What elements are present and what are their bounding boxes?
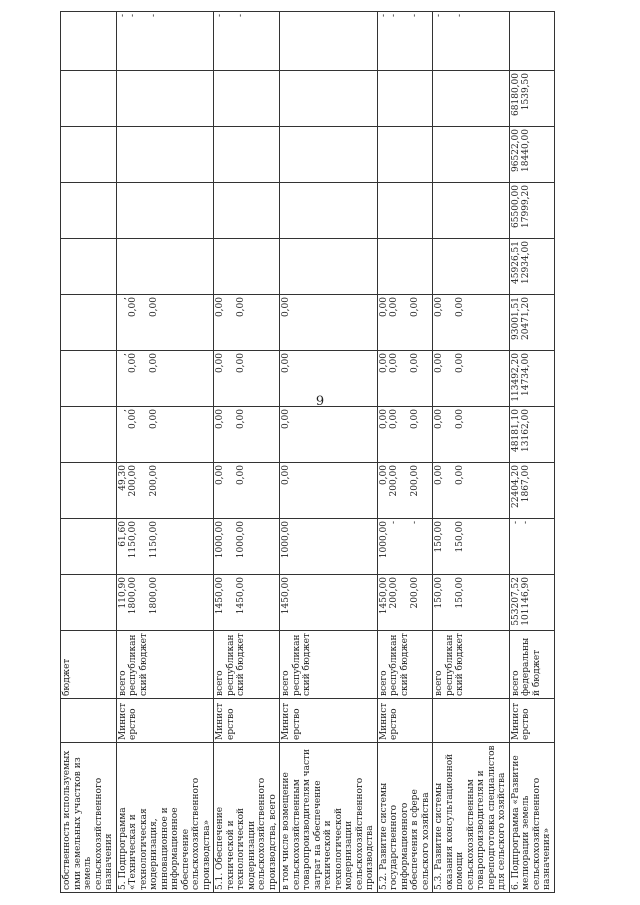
value-line: 0,00 (389, 297, 399, 318)
value-line: 200,00 (410, 577, 420, 609)
value-cell (116, 351, 214, 407)
value-line: 0,00 (128, 297, 138, 318)
value-line (128, 185, 139, 236)
value-cell (509, 519, 554, 575)
value-line: 0,00 (236, 465, 246, 486)
value-cell (214, 71, 280, 127)
value-cell (280, 183, 378, 239)
value-cell (61, 351, 117, 407)
value-cell (214, 463, 280, 519)
executor-cell: Министерство (377, 699, 433, 743)
source-label: всего (378, 670, 389, 696)
value-cell (509, 351, 554, 407)
value-line: 150,00 (434, 577, 444, 609)
value-line (149, 129, 160, 180)
program-cell: в том числе возмещение сельскохозяйственным товаропроизводителям части затрат на обеспечение технической и технологической модернизации сельскохозяйственного производства (280, 743, 378, 893)
value-line: 17999,20 (521, 185, 531, 228)
value-line (281, 14, 292, 68)
value-line (215, 241, 226, 292)
value-line (139, 409, 150, 460)
value-cell (433, 127, 510, 183)
value-cell (61, 183, 117, 239)
value-line: 0,00 (378, 409, 389, 430)
source-label: республиканский бюджет (444, 633, 465, 696)
source-label: бюджет (62, 658, 72, 696)
source-cell (377, 631, 433, 699)
value-line: 65500,00 (510, 185, 521, 228)
value-line: 0,00 (236, 297, 246, 318)
source-cell (280, 631, 378, 699)
value-line: 49,30 (117, 465, 128, 491)
value-line (226, 465, 237, 516)
executor-cell: Министерство (116, 699, 214, 743)
source-label: всего (510, 670, 521, 696)
value-line (118, 185, 129, 236)
value-line (281, 185, 292, 236)
value-cell (509, 575, 554, 631)
value-line: 20471,20 (521, 297, 531, 340)
value-cell (377, 295, 433, 351)
table-row (214, 12, 280, 893)
value-cell (280, 351, 378, 407)
value-line (62, 409, 73, 460)
value-line: 14734,00 (521, 353, 531, 396)
value-cell (116, 519, 214, 575)
value-line (434, 129, 445, 180)
value-line: 101146,90 (521, 577, 531, 626)
value-cell (116, 12, 214, 71)
value-cell (509, 407, 554, 463)
value-line: 0,00 (128, 409, 138, 430)
value-line (379, 73, 390, 124)
value-cell (61, 127, 117, 183)
value-line: 113492,20 (510, 353, 521, 402)
value-line (400, 521, 411, 572)
value-cell (377, 575, 433, 631)
value-line (281, 129, 292, 180)
value-line: 68180,00 (510, 73, 521, 116)
value-line (139, 465, 150, 516)
value-line (445, 14, 456, 68)
executor-cell (433, 699, 510, 743)
value-cell (433, 407, 510, 463)
value-line: - (128, 14, 138, 18)
value-line: 0,00 (281, 353, 291, 374)
value-line: 1000,00 (215, 521, 225, 559)
value-line: 0,00 (128, 353, 138, 374)
table-row (116, 12, 214, 893)
table-row (433, 12, 510, 893)
value-line (215, 129, 226, 180)
source-label: всего (215, 670, 225, 696)
value-cell (280, 239, 378, 295)
value-line: 150,00 (434, 521, 444, 553)
value-line: - (149, 14, 159, 18)
executor-cell: Министерство (280, 699, 378, 743)
source-label: всего (281, 670, 291, 696)
value-cell (214, 183, 280, 239)
source-cell (214, 631, 280, 699)
value-line: 96522,00 (510, 129, 521, 172)
value-line (226, 14, 237, 68)
program-cell: 5.2. Развитие системы государственного информационного обеспечения в сфере сельского хозяйства (377, 743, 433, 893)
value-cell (61, 519, 117, 575)
value-line: 1450,00 (378, 577, 389, 615)
value-line: - (410, 14, 420, 18)
value-line: 200,00 (128, 465, 138, 497)
value-cell (61, 295, 117, 351)
value-cell (509, 463, 554, 519)
value-line: 0,00 (215, 353, 225, 374)
value-line (434, 73, 445, 124)
value-line: 0,00 (281, 409, 291, 430)
value-cell (509, 127, 554, 183)
value-line: 0,00 (389, 353, 399, 374)
value-line: 1150,00 (149, 521, 159, 559)
program-cell: 6. Подпрограмма «Развитие мелиорации земель сельскохозяйственного назначения» (509, 743, 554, 893)
value-line: 0,00 (410, 409, 420, 430)
value-line: 0,00 (434, 409, 444, 430)
value-cell (280, 127, 378, 183)
value-line (434, 185, 445, 236)
value-line: 0,00 (215, 465, 225, 486)
value-cell (377, 127, 433, 183)
value-line: 45926,51 (510, 241, 521, 284)
value-line: - (510, 521, 521, 525)
value-line (139, 297, 150, 348)
value-cell (116, 295, 214, 351)
value-line (400, 14, 411, 68)
value-line: 1000,00 (378, 521, 389, 559)
budget-table (60, 11, 555, 893)
value-line: - (378, 14, 389, 18)
value-cell (377, 183, 433, 239)
value-cell (116, 127, 214, 183)
value-line: 0,00 (215, 297, 225, 318)
value-line (149, 73, 160, 124)
source-cell (116, 631, 214, 699)
value-line (226, 409, 237, 460)
value-line: 553207,52 (510, 577, 521, 626)
executor-cell: Министерство (509, 699, 554, 743)
value-line (215, 73, 226, 124)
program-cell: 5. Подпрограмма «Техническая и технологическая модернизация, инновационное и информационное обеспечение сельскохозяйственного производства» (116, 743, 214, 893)
value-line (139, 241, 150, 292)
value-line (215, 185, 226, 236)
value-cell (433, 12, 510, 71)
value-line: 0,00 (149, 297, 159, 318)
value-line: 0,00 (410, 297, 420, 318)
table-row (280, 12, 378, 893)
value-line: - (236, 14, 246, 18)
value-line: 1000,00 (236, 521, 246, 559)
value-line (139, 14, 150, 68)
value-cell (433, 575, 510, 631)
value-line (149, 185, 160, 236)
value-line (281, 73, 292, 124)
value-line (62, 353, 73, 404)
value-line: 1539,50 (521, 73, 531, 111)
value-line: - (389, 14, 399, 18)
value-line: 1450,00 (281, 577, 291, 615)
source-cell (433, 631, 510, 699)
value-cell (433, 519, 510, 575)
value-cell (116, 407, 214, 463)
value-cell (280, 295, 378, 351)
value-line (128, 73, 139, 124)
value-line (139, 185, 150, 236)
value-line (226, 521, 237, 572)
value-cell (116, 71, 214, 127)
value-cell (214, 239, 280, 295)
value-line: 1867,00 (521, 465, 531, 503)
value-line: - (521, 521, 531, 525)
value-line (400, 297, 411, 348)
table-row (61, 12, 117, 893)
value-cell (214, 127, 280, 183)
value-line (226, 353, 237, 404)
value-cell (61, 71, 117, 127)
value-line (128, 129, 139, 180)
program-cell: 5.3. Развитие системы оказания консультационной помощи сельскохозяйственным товаропроизводителям и переподготовка специалистов для сельского хозяйства (433, 743, 510, 893)
value-line (139, 353, 150, 404)
value-cell (377, 71, 433, 127)
executor-cell: Министерство (214, 699, 280, 743)
value-line (62, 73, 73, 124)
value-line: - (455, 14, 465, 18)
value-line: 0,00 (378, 465, 389, 486)
value-cell (61, 575, 117, 631)
value-cell (433, 351, 510, 407)
value-line: 1450,00 (215, 577, 225, 615)
value-line (139, 73, 150, 124)
value-cell (61, 239, 117, 295)
executor-cell (61, 699, 117, 743)
value-line (511, 14, 522, 68)
value-line: 22404,20 (510, 465, 521, 508)
value-cell (214, 407, 280, 463)
source-label: республиканский бюджет (291, 633, 312, 696)
value-line (118, 73, 129, 124)
value-line: 0,00 (434, 297, 444, 318)
value-line (379, 241, 390, 292)
value-line: 150,00 (455, 521, 465, 553)
source-label: республиканский бюджет (225, 633, 246, 696)
value-cell (433, 463, 510, 519)
value-line (379, 129, 390, 180)
source-label: республиканский бюджет (128, 633, 149, 696)
value-cell (433, 183, 510, 239)
value-cell (433, 239, 510, 295)
value-line: - (410, 521, 420, 525)
source-cell (509, 631, 554, 699)
page-number: 9 (315, 394, 325, 409)
value-line: 200,00 (389, 465, 399, 497)
value-line: 0,00 (236, 353, 246, 374)
value-line: 0,00 (434, 465, 444, 486)
value-line: 0,00 (149, 409, 159, 430)
value-line (226, 297, 237, 348)
source-cell (61, 631, 117, 699)
value-line (400, 353, 411, 404)
value-cell (433, 295, 510, 351)
source-label: всего (434, 670, 444, 696)
value-line (62, 241, 73, 292)
value-line: , (117, 409, 128, 412)
value-line: 1000,00 (281, 521, 291, 559)
value-cell (116, 575, 214, 631)
value-line: 0,00 (281, 465, 291, 486)
value-line: 150,00 (455, 577, 465, 609)
value-cell (377, 351, 433, 407)
value-line: 18440,00 (521, 129, 531, 172)
value-line: 200,00 (149, 465, 159, 497)
value-line (445, 353, 456, 404)
value-line (62, 521, 73, 572)
value-cell (214, 12, 280, 71)
value-cell (377, 463, 433, 519)
value-line (400, 465, 411, 516)
value-cell (280, 12, 378, 71)
source-label: республиканский бюджет (389, 633, 410, 696)
table-row (509, 12, 554, 893)
value-line (379, 185, 390, 236)
table-body (61, 12, 555, 893)
value-cell (280, 519, 378, 575)
value-line (445, 465, 456, 516)
value-line (118, 129, 129, 180)
value-cell (377, 407, 433, 463)
value-line: 0,00 (378, 353, 389, 374)
value-line: 0,00 (455, 409, 465, 430)
value-line: 61,60 (117, 521, 128, 547)
value-line: 110,90 (117, 577, 128, 609)
value-line: 200,00 (389, 577, 399, 609)
value-line: 0,00 (236, 409, 246, 430)
value-cell (509, 183, 554, 239)
value-cell (433, 71, 510, 127)
value-cell (116, 463, 214, 519)
value-line (445, 297, 456, 348)
value-line: - (389, 521, 399, 525)
value-cell (214, 575, 280, 631)
value-cell (116, 183, 214, 239)
value-line (226, 577, 237, 628)
value-line (400, 409, 411, 460)
value-line: 0,00 (455, 353, 465, 374)
value-line: 0,00 (215, 409, 225, 430)
value-cell (509, 71, 554, 127)
value-cell (509, 239, 554, 295)
value-cell (377, 239, 433, 295)
value-line (62, 297, 73, 348)
value-line (128, 241, 139, 292)
value-line: 0,00 (149, 353, 159, 374)
value-line (149, 241, 160, 292)
value-line (445, 521, 456, 572)
value-cell (214, 519, 280, 575)
value-line: - (215, 14, 225, 18)
value-line: 0,00 (455, 465, 465, 486)
value-line (400, 577, 411, 628)
value-line: 0,00 (434, 353, 444, 374)
value-line: 1800,00 (128, 577, 138, 615)
value-line (281, 241, 292, 292)
value-line: - (117, 14, 128, 18)
value-line (62, 129, 73, 180)
budget-table-rotated (60, 12, 580, 893)
value-cell (61, 407, 117, 463)
value-line (445, 409, 456, 460)
value-line (62, 577, 73, 628)
value-line: 48181,10 (510, 409, 521, 452)
value-line: - (434, 14, 444, 18)
table-row (377, 12, 433, 893)
value-cell (377, 519, 433, 575)
value-line: 12934,00 (521, 241, 531, 284)
value-line: 0,00 (378, 297, 389, 318)
source-label: всего (117, 670, 128, 696)
value-line: 13162,00 (521, 409, 531, 452)
value-line: 0,00 (455, 297, 465, 318)
value-line (62, 14, 73, 68)
value-line (139, 577, 150, 628)
value-line: 0,00 (281, 297, 291, 318)
value-line (62, 185, 73, 236)
value-line: 1150,00 (128, 521, 138, 559)
value-cell (377, 12, 433, 71)
value-cell (214, 351, 280, 407)
value-line (139, 521, 150, 572)
value-cell (214, 295, 280, 351)
value-line: 0,00 (410, 353, 420, 374)
value-line: 93001,51 (510, 297, 521, 340)
value-line (139, 129, 150, 180)
value-cell (61, 463, 117, 519)
value-line: 0,00 (389, 409, 399, 430)
value-line: 1800,00 (149, 577, 159, 615)
program-cell: собственность используемых ими земельных участков из земель сельскохозяйственного назначения (61, 743, 117, 893)
source-label: федеральный бюджет (521, 637, 542, 696)
value-line (62, 465, 73, 516)
value-line: , (117, 353, 128, 356)
value-cell (509, 295, 554, 351)
value-line (434, 241, 445, 292)
value-cell (280, 71, 378, 127)
value-line: 200,00 (410, 465, 420, 497)
value-cell (116, 239, 214, 295)
value-cell (280, 575, 378, 631)
program-cell: 5.1. Обеспечение технической и технологической модернизации сельскохозяйственного производства, всего (214, 743, 280, 893)
value-line (445, 577, 456, 628)
value-line: 1450,00 (236, 577, 246, 615)
value-cell (280, 407, 378, 463)
value-cell (280, 463, 378, 519)
value-cell (509, 12, 554, 71)
value-line: , (117, 297, 128, 300)
value-line (118, 241, 129, 292)
value-cell (61, 12, 117, 71)
